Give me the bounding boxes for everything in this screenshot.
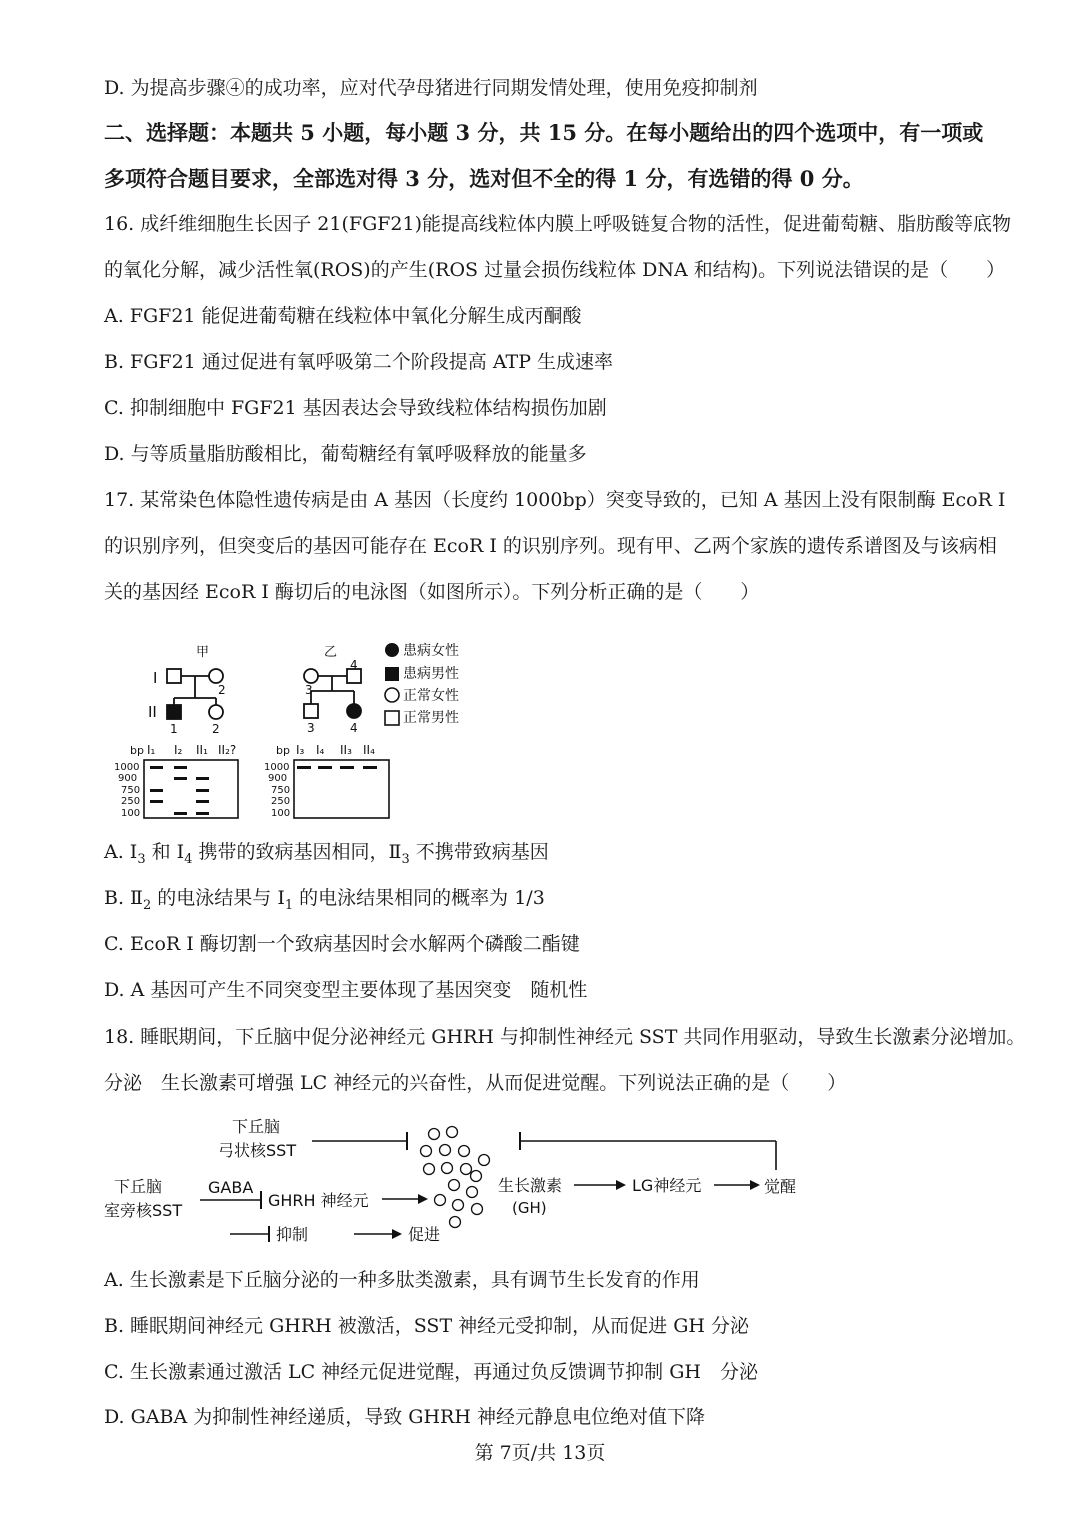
gel-right-lane-3: II₃ [340,743,352,757]
diagram-hyp-arc-1: 下丘脑 [232,1117,281,1136]
granule [471,1171,482,1182]
legend-affected-female-symbol [385,643,399,657]
text-part: B. Ⅱ [104,887,143,909]
text-part: 和 Ⅰ [145,841,185,863]
gel-right-size-1000: 1000 [264,762,290,773]
yi-label-I4: 4 [350,658,358,672]
legend-normal-male: 正常男性 [403,710,459,726]
subscript: 3 [137,851,146,867]
gen-label-1: I [153,669,158,687]
granule [461,1164,472,1175]
gel-left-lane-2: I₂ [174,743,183,757]
section-heading: 二、选择题：本题共 5 小题，每小题 3 分，共 15 分。在每小题给出的四个选项中，有一项或 [104,120,984,145]
q18-option-c: C. 生长激素通过激活 LC 神经元促进觉醒，再通过负反馈调节抑制 GH 分泌 [104,1361,758,1383]
text-part: 的电泳结果相同的概率为 1/3 [293,887,545,909]
pedigree-gel-figure [110,636,490,826]
yi-II3-normal-male [304,704,318,718]
yi-II4-affected-female [347,704,361,718]
granule [429,1129,440,1140]
q16-stem-1: 16. 成纤维细胞生长因子 21(FGF21)能提高线粒体内膜上呼吸链复合物的活性，促进葡萄糖、脂肪酸等底物 [104,213,1012,235]
jia-II2-normal-female [209,705,223,719]
yi-I3-normal-female [304,669,318,683]
gel-band-II1-900 [196,777,209,780]
q16-option-c: C. 抑制细胞中 FGF21 基因表达会导致线粒体结构损伤加剧 [104,397,607,419]
diagram-hyp-arc-2: 弓状核SST [218,1141,297,1160]
diagram-hyp-pvn-1: 下丘脑 [114,1177,163,1196]
pedigree-title-yi: 乙 [324,645,338,660]
gel-band-II3-1000 [340,766,354,769]
granule [421,1146,432,1157]
gh-promote-arrowhead [616,1180,626,1190]
gel-band-II1-100 [196,812,209,815]
gel-left-lane-4: II₂? [218,743,237,757]
q18-option-b: B. 睡眠期间神经元 GHRH 被激活，SST 神经元受抑制，从而促进 GH 分泌 [104,1315,749,1337]
subscript: 3 [401,851,410,867]
q17-stem-3: 关的基因经 EcoR Ⅰ 酶切后的电泳图（如图所示）。下列分析正确的是（ ） [104,581,760,603]
granule [442,1163,453,1174]
diagram-gh-1: 生长激素 [498,1176,563,1195]
q16-option-a: A. FGF21 能促进葡萄糖在线粒体中氧化分解生成丙酮酸 [104,305,582,327]
text-part: 不携带致病基因 [409,841,549,863]
gel-left-size-900: 900 [118,773,138,784]
q18-option-a: A. 生长激素是下丘脑分泌的一种多肽类激素，具有调节生长发育的作用 [104,1269,700,1291]
jia-label-II1: 1 [170,722,178,736]
gel-left-size-1000: 1000 [114,762,140,773]
pedigree-title-jia: 甲 [196,645,210,660]
gel-right-lane-4: II₄ [363,743,375,757]
granule [453,1200,464,1211]
gel-band-I4-1000 [318,766,332,769]
granule [459,1146,470,1157]
granule [479,1155,490,1166]
q18-stem-1: 18. 睡眠期间，下丘脑中促分泌神经元 GHRH 与抑制性神经元 SST 共同作用驱动，导致生长激素分泌增加。 [104,1026,1026,1048]
section-instructions: 多项符合题目要求，全部选对得 3 分，选对但不全的得 1 分，有选错的得 0 分。 [104,166,864,191]
granule [447,1127,458,1138]
option-15d: D. 为提高步骤④的成功率，应对代孕母猪进行同期发情处理，使用免疫抑制剂 [104,77,758,99]
gel-band-I2-900 [174,777,187,780]
jia-I2-normal-female [209,669,223,683]
legend-affected-male-symbol [385,667,399,681]
key-promote-arrowhead [392,1229,402,1239]
legend-normal-female: 正常女性 [403,688,459,704]
gel-left-bp-label: bp [130,744,144,757]
gel-band-I1-250 [150,800,163,803]
subscript: 2 [142,897,152,913]
diagram-hyp-pvn-2: 室旁核SST [104,1201,183,1220]
subscript: 1 [284,897,294,913]
jia-label-I2: 2 [218,683,226,697]
gel-right-size-750: 750 [271,785,291,796]
diagram-lc: LG神经元 [632,1176,702,1195]
diagram-wake: 觉醒 [764,1177,797,1196]
page-number: 第 7页/共 13页 [474,1442,606,1464]
granule [467,1187,478,1198]
key-promote-label: 促进 [408,1225,441,1244]
q16-option-b: B. FGF21 通过促进有氧呼吸第二个阶段提高 ATP 生成速率 [104,351,614,373]
diagram-gaba: GABA [208,1178,254,1197]
granule [435,1195,446,1206]
q17-option-b [104,886,545,918]
granule [472,1204,483,1215]
diagram-gh-2: (GH) [512,1199,547,1217]
gel-band-I1-750 [150,789,163,792]
gen-label-2: II [148,703,157,721]
gel-band-I1-1000 [150,766,163,769]
text-part: 携带的致病基因相同，Ⅱ [192,841,402,863]
subscript: 4 [184,851,193,867]
lc-promote-arrowhead [750,1180,760,1190]
gel-band-II4-1000 [363,766,377,769]
q17-option-c: C. EcoR Ⅰ 酶切割一个致病基因时会水解两个磷酸二酯键 [104,933,580,955]
gel-band-I2-1000 [174,766,187,769]
gel-left-size-750: 750 [121,785,141,796]
jia-I1-normal-male [167,669,181,683]
q17-option-a [104,840,549,872]
gel-left-size-100: 100 [121,808,141,819]
yi-label-II3: 3 [307,721,315,735]
legend-affected-female: 患病女性 [403,643,459,659]
q16-stem-2: 的氧化分解，减少活性氧(ROS)的产生(ROS 过量会损伤线粒体 DNA 和结构)。下列说法错误的是（ ） [104,259,1006,281]
gel-left-lane-1: I₁ [147,743,156,757]
gel-band-I3-1000 [297,766,311,769]
gel-left-size-250: 250 [121,796,141,807]
gel-right-bp-label: bp [276,744,290,757]
gel-band-II1-750 [196,789,209,792]
yi-label-I3: 3 [305,683,313,697]
granule [424,1164,435,1175]
q17-option-d: D. A 基因可产生不同突变型主要体现了基因突变 随机性 [104,979,588,1001]
granule [450,1217,461,1228]
text-part: A. Ⅰ [104,841,138,863]
gh-regulation-diagram [100,1112,820,1252]
legend-affected-male: 患病男性 [403,666,459,682]
q16-option-d: D. 与等质量脂肪酸相比，葡萄糖经有氧呼吸释放的能量多 [104,443,587,465]
q17-stem-2: 的识别序列，但突变后的基因可能存在 EcoR Ⅰ 的识别序列。现有甲、乙两个家族的遗传系谱图及与该病相 [104,535,997,557]
jia-II1-affected-male [167,705,181,719]
diagram-ghrh: GHRH 神经元 [268,1191,369,1210]
gel-band-II1-250 [196,800,209,803]
gel-right-lane-2: I₄ [316,743,325,757]
legend-normal-male-symbol [385,711,399,725]
jia-label-II2: 2 [212,722,220,736]
gel-right-size-250: 250 [271,796,291,807]
legend-normal-female-symbol [385,688,399,702]
ghrh-promote-arrowhead [418,1194,428,1204]
text-part: 的电泳结果与 Ⅰ [151,887,285,909]
gel-left-lane-3: II₁ [196,743,208,757]
granule [449,1180,460,1191]
granule [440,1145,451,1156]
gel-band-I2-100 [174,812,187,815]
gel-right-lane-1: I₃ [296,743,305,757]
gel-right-size-100: 100 [271,808,291,819]
q17-stem-1: 17. 某常染色体隐性遗传病是由 A 基因（长度约 1000bp）突变导致的，已知 A 基因上没有限制酶 EcoR Ⅰ [104,489,1006,511]
q18-stem-2: 分泌 生长激素可增强 LC 神经元的兴奋性，从而促进觉醒。下列说法正确的是（ ） [104,1072,847,1094]
gel-right-size-900: 900 [268,773,288,784]
yi-label-II4: 4 [350,721,358,735]
q18-option-d: D. GABA 为抑制性神经递质，导致 GHRH 神经元静息电位绝对值下降 [104,1406,705,1428]
key-inhibit-label: 抑制 [276,1225,309,1244]
gh-granules [421,1127,490,1228]
